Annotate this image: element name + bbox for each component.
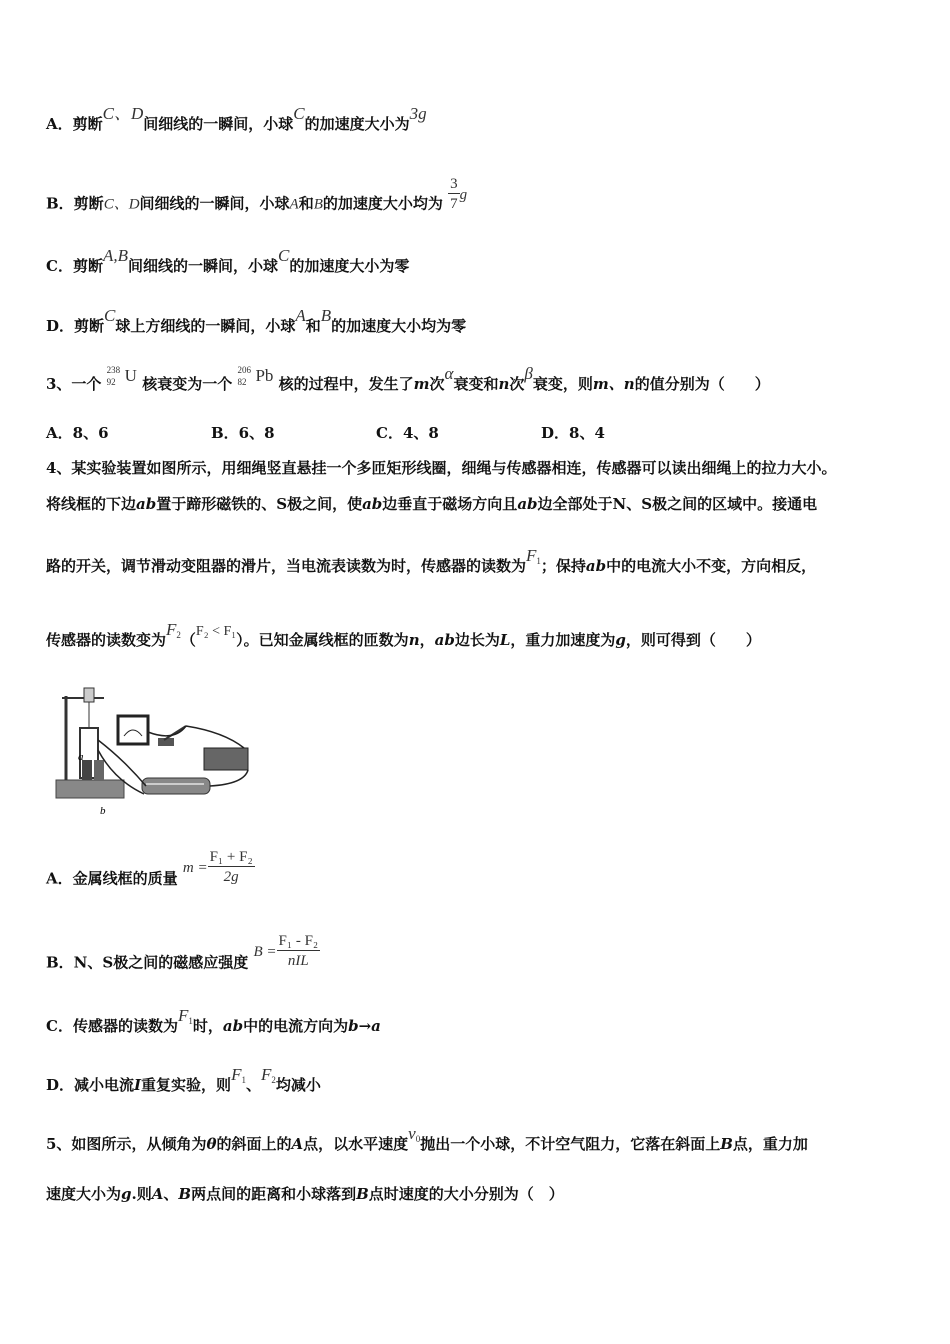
math: B <box>313 196 323 213</box>
text: 中的电流大小不变，方向相反， <box>606 557 817 575</box>
text: .则 <box>131 1185 152 1203</box>
atomic-number: 82 <box>237 377 247 387</box>
denominator: 7 <box>450 196 458 212</box>
text: 抛出一个小球，不计空气阻力，它落在斜面上 <box>420 1135 721 1153</box>
text: 3、一个 <box>46 375 102 393</box>
text: 速度大小为 <box>46 1185 122 1203</box>
fraction <box>448 175 460 214</box>
var: B <box>356 1185 369 1203</box>
var: n <box>408 631 420 649</box>
text: 的加速度大小为零 <box>289 257 410 275</box>
symbol: F <box>526 546 537 565</box>
text: 的斜面上的 <box>216 1135 292 1153</box>
text: ， <box>419 631 435 649</box>
experiment-apparatus-figure <box>54 680 254 820</box>
math: C、D <box>102 104 144 123</box>
text: 和 <box>298 194 314 213</box>
mass-number: 206 <box>237 365 251 375</box>
math: C <box>104 306 116 325</box>
math: A,B <box>102 246 128 265</box>
var: m、n <box>592 375 635 393</box>
math-lhs: B = <box>253 943 277 960</box>
numerator: F₁ + F₂ <box>209 849 253 865</box>
text: 的加速度大小为 <box>304 115 410 133</box>
element-symbol: Pb <box>255 366 274 385</box>
numerator: 3 <box>450 176 458 192</box>
text: 重复实验，则 <box>141 1076 232 1094</box>
q4-line-3 <box>46 546 817 581</box>
q2-option-d <box>46 306 467 336</box>
var: g <box>121 1185 132 1203</box>
option-b: B．6、8 <box>211 424 275 442</box>
math: A <box>295 306 306 325</box>
text: C．传感器的读数为 <box>46 1017 178 1035</box>
var: ab <box>434 631 455 649</box>
q4-option-a <box>46 849 255 899</box>
option-a: A．8、6 <box>46 424 109 442</box>
q4-line-4: 传感器的读数变为$F_2(F_2 < F_1)$。已知金属线框的匝数为n，ab边长为L，重力加速度为g，则可得到（ ） <box>46 620 761 649</box>
math: C、D <box>103 196 140 213</box>
text: 间细线的一瞬间，小球 <box>143 115 294 133</box>
text: 间细线的一瞬间，小球 <box>139 194 290 213</box>
text: 均减小 <box>275 1076 321 1094</box>
q5-line-1 <box>46 1124 808 1159</box>
symbol: F <box>231 1065 242 1084</box>
q2-option-c <box>46 246 410 276</box>
text: ，重力加速度为 <box>510 631 616 649</box>
text: 、 <box>163 1185 179 1203</box>
text: 核的过程中，发生了 <box>278 375 414 393</box>
var: ab <box>362 495 383 513</box>
text: B．剪断 <box>46 194 104 213</box>
math-f2: $F_2$ <box>260 1065 276 1085</box>
condition: F₂ < F₁ <box>195 624 237 639</box>
apparatus-drawing <box>54 680 254 820</box>
atomic-number: 92 <box>106 377 116 387</box>
label-a: a <box>78 751 84 763</box>
lead-isotope <box>237 365 274 395</box>
text: 两点间的距离和小球落到 <box>191 1185 357 1203</box>
math-f1: $F_1$ <box>526 546 541 566</box>
var: b→a <box>348 1017 381 1035</box>
math-f1: $F_1$ <box>231 1065 246 1085</box>
text: 点，重力加 <box>732 1135 808 1153</box>
uranium-isotope <box>106 365 137 395</box>
q4-option-d <box>46 1065 321 1100</box>
text: A．剪断 <box>46 115 103 133</box>
symbol: F <box>166 620 177 639</box>
text: 时， <box>192 1017 223 1035</box>
var: θ <box>206 1135 217 1153</box>
var: A <box>151 1185 164 1203</box>
text: 次 <box>429 375 445 393</box>
text: 点时速度的大小分别为（ ） <box>368 1185 564 1203</box>
fraction <box>277 932 321 971</box>
text: 的值分别为（ ） <box>634 375 770 393</box>
math: β <box>524 364 533 383</box>
text: 和 <box>305 317 321 335</box>
q2-option-a <box>46 104 427 134</box>
text: 中的电流方向为 <box>243 1017 349 1035</box>
text: 次 <box>509 375 525 393</box>
math-f2: $F_2$ <box>166 620 181 640</box>
math: α <box>444 364 454 383</box>
text: D．剪断 <box>46 317 105 335</box>
var: ab <box>136 495 157 513</box>
text: 路的开关，调节滑动变阻器的滑片，当电流表读数为时，传感器的读数为 <box>46 557 527 575</box>
q4-line-1: 4、某实验装置如图所示，用细绳竖直悬挂一个多匝矩形线圈，细绳与传感器相连，传感器可以读出细绳上的拉力大小。 <box>46 459 837 477</box>
question-3 <box>46 364 770 395</box>
math-v0: $v_0$ <box>408 1124 421 1144</box>
text: ，则可得到（ ） <box>625 631 761 649</box>
math-lhs: m = <box>182 859 208 876</box>
var: ab <box>222 1017 244 1035</box>
symbol: F <box>260 1065 272 1084</box>
fraction <box>208 848 255 887</box>
var: I <box>134 1076 142 1094</box>
q5-line-2 <box>46 1184 564 1204</box>
var: B <box>720 1135 733 1153</box>
text: 。已知金属线框的匝数为 <box>243 631 409 649</box>
denominator: 2g <box>223 869 239 885</box>
text: 的加速度大小均为 <box>322 194 443 213</box>
denominator: nIL <box>287 953 309 969</box>
text: 衰变，则 <box>532 375 593 393</box>
var: B <box>178 1185 192 1203</box>
text: 将线框的下边 <box>46 495 137 513</box>
math-f1: $F_1$ <box>177 1006 193 1026</box>
text: ；保持 <box>540 557 586 575</box>
mass-number: 238 <box>106 365 121 375</box>
text: 5、如图所示，从倾角为 <box>46 1135 207 1153</box>
q2-option-b <box>46 176 468 224</box>
math: g <box>459 186 468 203</box>
text: 间细线的一瞬间，小球 <box>127 257 278 275</box>
var: A <box>291 1135 304 1153</box>
math: B <box>320 306 332 325</box>
numerator: F₁ - F₂ <box>278 933 319 949</box>
text: B．N、S极之间的磁感应强度 <box>46 953 249 972</box>
text: 边长为 <box>454 631 500 649</box>
text: 的加速度大小均为零 <box>331 317 467 335</box>
symbol: F <box>177 1006 189 1025</box>
symbol: v <box>408 1124 416 1143</box>
text: 点，以水平速度 <box>303 1135 409 1153</box>
var: m <box>413 375 430 393</box>
text: D．减小电流 <box>46 1076 135 1094</box>
q3-options <box>46 423 706 443</box>
text: 置于蹄形磁铁的、S极之间，使 <box>156 495 363 513</box>
math: C <box>278 246 290 265</box>
q4-option-c <box>46 1006 381 1041</box>
text: A．金属线框的质量 <box>46 869 178 888</box>
var: ab <box>517 495 538 513</box>
element-symbol: U <box>124 366 137 385</box>
text: 传感器的读数变为 <box>46 631 167 649</box>
math: 3g <box>409 104 427 123</box>
q4-option-b <box>46 933 320 983</box>
text: 衰变和 <box>453 375 499 393</box>
option-d: D．8、4 <box>541 424 605 442</box>
text: 边垂直于磁场方向且 <box>382 495 518 513</box>
q4-line-2 <box>46 494 817 514</box>
text: C．剪断 <box>46 257 103 275</box>
label-b: b <box>100 805 106 817</box>
var: g <box>615 631 626 649</box>
text: 球上方细线的一瞬间，小球 <box>115 317 296 335</box>
text: 核衰变为一个 <box>142 375 233 393</box>
var: L <box>499 631 511 649</box>
var: ab <box>585 557 607 575</box>
var: n <box>498 375 510 393</box>
option-c: C．4、8 <box>376 424 439 442</box>
text: 边全部处于N、S极之间的区域中。接通电 <box>537 495 818 513</box>
math: C <box>293 104 305 123</box>
text: 、 <box>245 1076 261 1094</box>
math: A <box>289 196 299 213</box>
